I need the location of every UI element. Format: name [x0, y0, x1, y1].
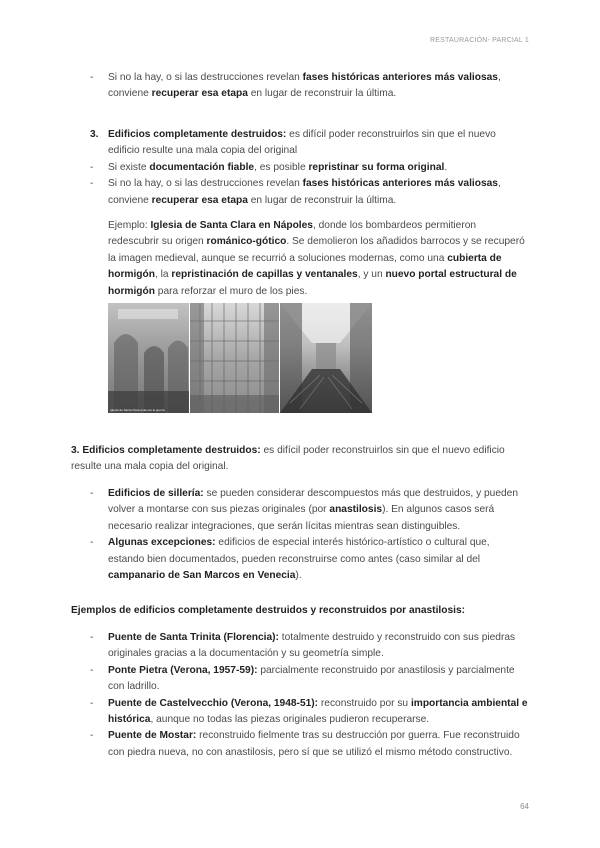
list-item	[0, 176, 600, 209]
section-3-numbered	[0, 127, 600, 209]
list-item	[0, 535, 600, 584]
list-item-text: Puente de Mostar: reconstruido fielmente tras su destrucción por guerra. Fue reconstruido con piedra nueva, no con anastilosis, pero sí que se utilizó el mismo método constructivo.	[108, 730, 520, 758]
list-item	[0, 486, 600, 535]
list-item	[0, 160, 600, 176]
numbered-item-text: Edificios completamente destruidos: es difícil poder reconstruirlos sin que el nuevo edificio resulte una mala copia del original	[108, 129, 496, 157]
list-item	[0, 696, 600, 729]
example-paragraph	[0, 218, 600, 300]
example-text: Ejemplo: Iglesia de Santa Clara en Nápoles, donde los bombardeos permitieron redescubrir su origen románico-gótico. Se demolieron los añadidos barrocos y se recuperó la imagen medieval, aunque se recurrió a soluciones modernas, como una cubierta de hormigón, la repristinación de capillas y ventanales, y un nuevo portal estructural de hormigón para reforzar el muro de los pies.	[108, 220, 525, 297]
dash-marker: -	[90, 632, 94, 643]
dash-marker: -	[90, 697, 94, 709]
top-bullet-list	[0, 70, 600, 103]
list-item	[0, 630, 600, 663]
church-photo-strip	[108, 303, 374, 413]
examples-list	[0, 630, 600, 761]
dash-marker: -	[90, 730, 94, 742]
examples-heading: Ejemplos de edificios completamente destruidos y reconstruidos por anastilosis:	[71, 605, 466, 616]
church-interior-photo-restored	[280, 303, 372, 413]
list-item	[0, 663, 600, 696]
page-number: 64	[520, 802, 529, 811]
section-3-paragraph	[0, 443, 600, 476]
dash-marker: -	[90, 664, 94, 676]
church-ruins-photo	[190, 303, 279, 413]
item-number: 3.	[90, 129, 99, 140]
dash-marker: -	[90, 488, 94, 499]
numbered-item	[0, 127, 600, 160]
examples-heading-block	[0, 603, 600, 619]
list-item-text: Puente de Castelvecchio (Verona, 1948-51): reconstruido por su importancia ambiental e histórica, aunque no todas las piezas originales pudieron recuperarse.	[108, 697, 528, 726]
list-item-text: Algunas excepciones: edificios de especial interés histórico-artístico o cultural que, estando bien documentados, pueden reconstruirse como antes (caso similar al del campanario de San Marcos en Venecia).	[108, 537, 490, 582]
list-item-text: Si no la hay, o si las destrucciones revelan fases históricas anteriores más valiosas, conviene recuperar esa etapa en lugar de reconstruir la última.	[108, 72, 501, 100]
section-3-bullet-list	[0, 486, 600, 584]
running-header: RESTAURACIÓN- PARCIAL 1	[430, 37, 529, 44]
list-item	[0, 70, 600, 103]
section-3-text: 3. Edificios completamente destruidos: es difícil poder reconstruirlos sin que el nuevo edificio resulte una mala copia del original.	[71, 445, 505, 473]
church-interior-photo-before	[108, 303, 189, 413]
list-item-text: Si no la hay, o si las destrucciones revelan fases históricas anteriores más valiosas, conviene recuperar esa etapa en lugar de reconstruir la última.	[108, 178, 501, 206]
dash-marker: -	[90, 72, 94, 83]
list-item-text: Puente de Santa Trinita (Florencia): totalmente destruido y reconstruido con sus piedras originales gracias a la documentación y su geometría simple.	[108, 632, 516, 660]
dash-marker: -	[90, 178, 94, 190]
list-item-text: Edificios de sillería: se pueden considerar descompuestos más que destruidos, y pueden volver a montarse con sus piezas originales (por anastilosis). En algunos casos será necesario realizar integraciones, que serán lícitas mientras sean distinguibles.	[108, 488, 518, 532]
photo-caption: Iglesia de Santa Clara antes de la guerra	[110, 408, 165, 412]
dash-marker: -	[90, 161, 94, 173]
list-item-text: Si existe documentación fiable, es posible repristinar su forma original.	[108, 161, 448, 173]
list-item-text: Ponte Pietra (Verona, 1957-59): parcialmente reconstruido por anastilosis y parcialmente con ladrillo.	[108, 664, 515, 693]
dash-marker: -	[90, 537, 94, 549]
list-item	[0, 728, 600, 761]
